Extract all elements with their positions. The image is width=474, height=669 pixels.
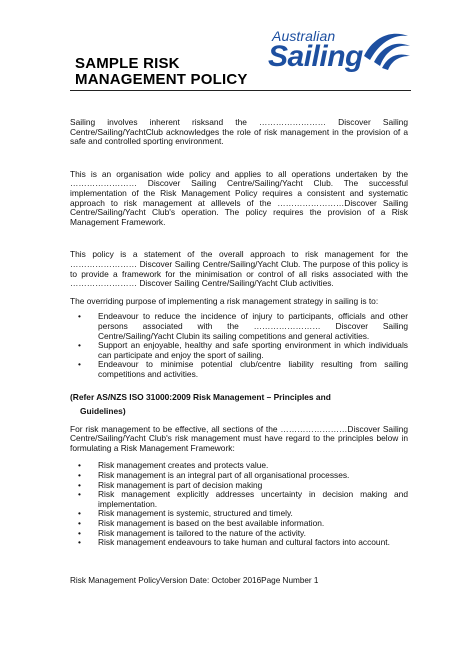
list-item: • Risk management is systemic, structured and timely. xyxy=(78,508,293,519)
bullet-icon: • xyxy=(78,537,81,548)
reference-heading-line-2: Guidelines) xyxy=(80,406,126,417)
document-body xyxy=(70,118,408,548)
paragraph-statement: This policy is a statement of the overall approach to risk management for the …………………… Discover Sailing Centre/Sailing/Yacht Club. The purpose of this policy is to provide a framework for the minimisation or control of all risks associated with the …………………… Discover Sailing Centre/Sailing/Yacht Club activities. xyxy=(70,249,408,289)
paragraph-purpose: The overriding purpose of implementing a risk management strategy in sailing is to: xyxy=(70,295,379,306)
principles-list xyxy=(70,461,408,547)
list-item: • Endeavour to reduce the incidence of injury to participants, officials and other persons associated with the …………………… Discover Sailing Centre/Sailing/Yacht Clubin its sailing competitions and general activities. xyxy=(78,311,408,341)
list-item: • Risk management explicitly addresses uncertainty in decision making and implementation. xyxy=(78,489,408,509)
bullet-icon: • xyxy=(78,527,81,538)
bullet-icon: • xyxy=(78,479,81,490)
bullet-icon: • xyxy=(78,340,81,351)
page-title xyxy=(75,56,248,88)
page-footer: Risk Management PolicyVersion Date: October 2016Page Number 1 xyxy=(70,576,319,585)
list-item: • Risk management creates and protects value. xyxy=(78,460,269,471)
logo-top-text: Australian xyxy=(272,28,336,44)
title-line-1: SAMPLE RISK xyxy=(75,55,180,72)
list-item: • Risk management is part of decision making xyxy=(78,479,263,490)
bullet-icon: • xyxy=(78,470,81,481)
title-line-2: MANAGEMENT POLICY xyxy=(75,71,248,88)
purpose-list xyxy=(70,312,408,379)
list-item: • Risk management is tailored to the nature of the activity. xyxy=(78,527,306,538)
list-item: • Risk management is an integral part of all organisational processes. xyxy=(78,470,350,481)
wave-swoosh-icon xyxy=(360,26,412,70)
bullet-icon: • xyxy=(78,359,81,370)
bullet-icon: • xyxy=(78,508,81,519)
paragraph-intro: Sailing involves inherent risksand the …………………… Discover Sailing Centre/Sailing/YachtClub acknowledges the role of risk management in the provision of a safe and controlled sporting environment. xyxy=(70,117,408,147)
list-item: • Endeavour to minimise potential club/centre liability resulting from sailing competitions and activities. xyxy=(78,359,408,379)
reference-heading: (Refer AS/NZS ISO 31000:2009 Risk Management – Principles and xyxy=(70,392,331,403)
paragraph-principles-intro: For risk management to be effective, all sections of the ……………………Discover Sailing Centre/Sailing/Yacht Club's risk management must have regard to the principles below in formulating a Risk Management Framework: xyxy=(70,423,408,453)
header-divider xyxy=(70,90,411,91)
list-item: • Support an enjoyable, healthy and safe sporting environment in which individuals can participate and enjoy the sport of sailing. xyxy=(78,340,408,360)
bullet-icon: • xyxy=(78,489,81,500)
list-item: • Risk management is based on the best available information. xyxy=(78,518,325,528)
bullet-icon: • xyxy=(78,311,81,322)
paragraph-scope: This is an organisation wide policy and applies to all operations undertaken by the …………………… Discover Sailing Centre/Sailing/Yacht Club. The successful implementation of the Risk Management Policy requires a consistent and systematic approach to risk management at alllevels of the ……………………Discover Sailing Centre/Sailing/Yacht Club's operation. The policy requires the provision of a Risk Management Framework. xyxy=(70,168,408,227)
list-item: • Risk management endeavours to take human and cultural factors into account. xyxy=(78,537,390,548)
bullet-icon: • xyxy=(78,518,81,528)
australian-sailing-logo xyxy=(268,24,414,84)
logo-main-text: Sailing xyxy=(268,40,363,73)
bullet-icon: • xyxy=(78,460,81,471)
